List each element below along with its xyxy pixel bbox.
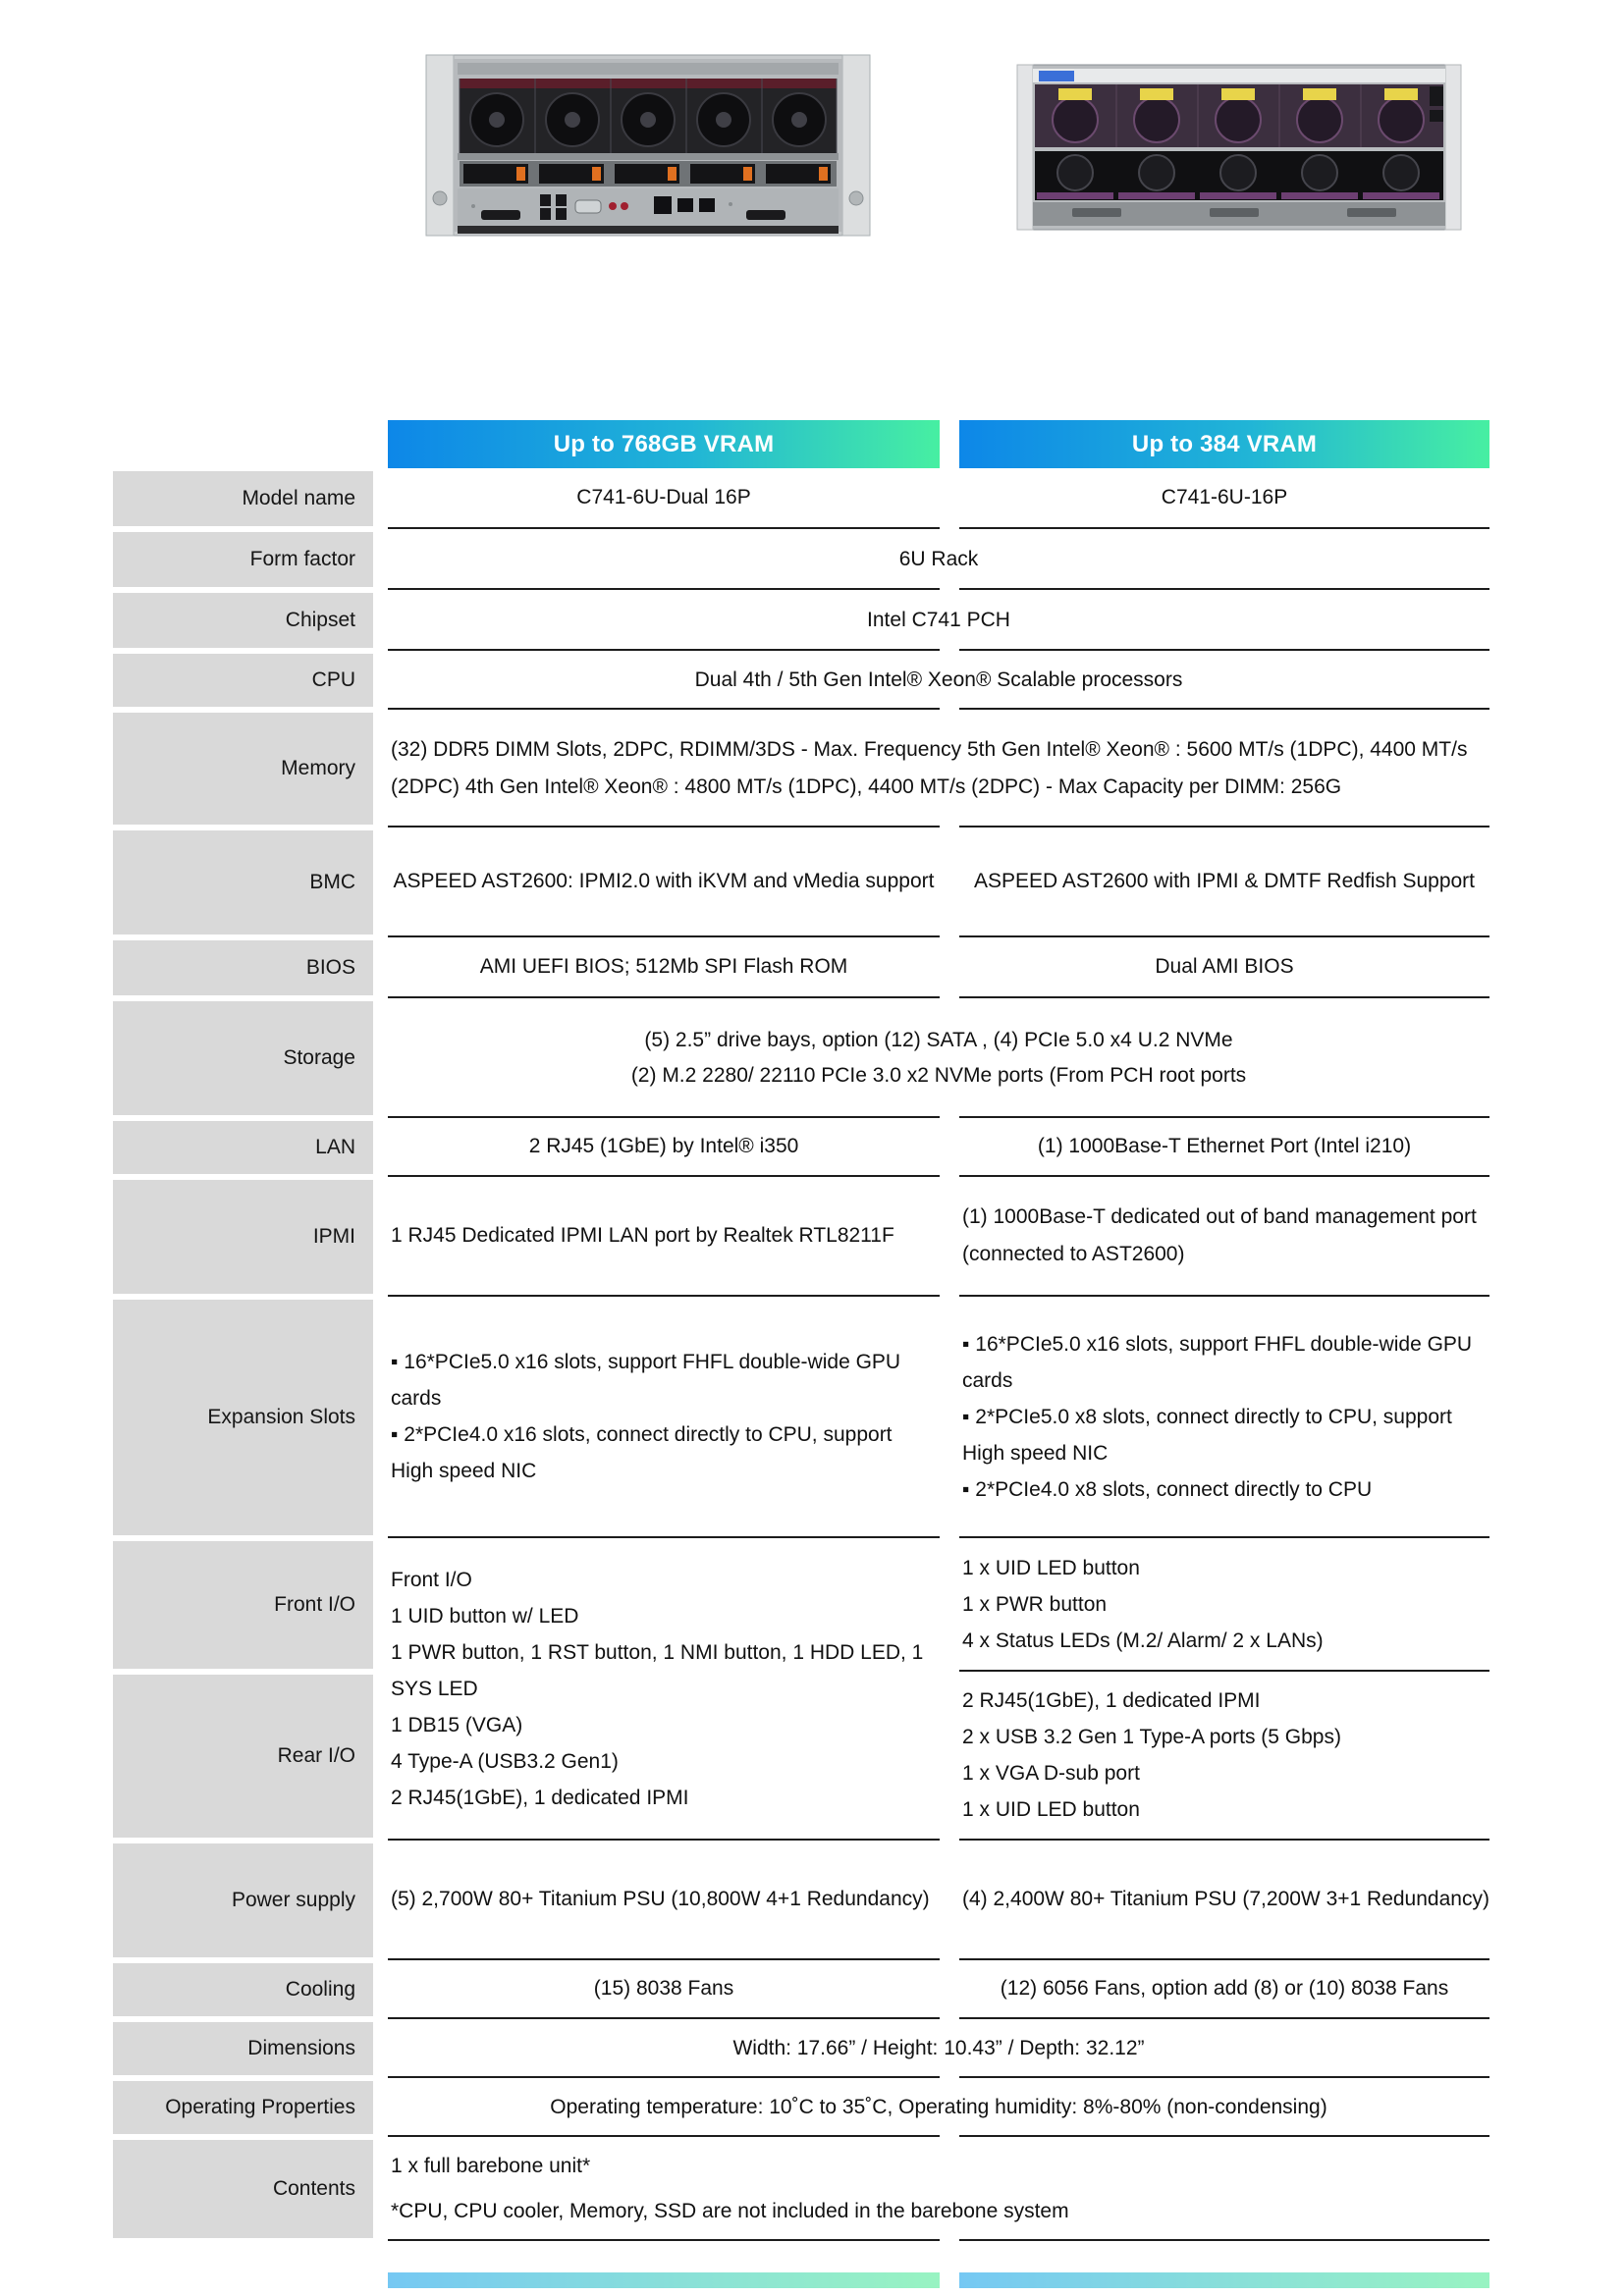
memory-value xyxy=(388,710,1489,828)
spec-line: ▪ 2*PCIe4.0 x16 slots, connect directly to CPU, support High speed NIC xyxy=(391,1423,893,1482)
spec-line: 1 x full barebone unit* xyxy=(391,2155,591,2177)
storage-value xyxy=(388,998,1489,1118)
spec-row-operating-properties xyxy=(113,2078,1489,2137)
server-rear-photo xyxy=(1013,63,1465,248)
spec-line: 1 x VGA D-sub port xyxy=(962,1762,1140,1785)
spec-row-dimensions xyxy=(113,2019,1489,2078)
banner-segment-right xyxy=(959,2272,1489,2288)
expansion-col1 xyxy=(388,1297,940,1538)
spec-table xyxy=(113,420,1489,2288)
dimensions-value: Width: 17.66” / Height: 10.43” / Depth: 32.12” xyxy=(388,2019,1489,2078)
spec-row-lan xyxy=(113,1118,1489,1177)
row-label: IPMI xyxy=(113,1180,373,1294)
spec-line: ▪ 16*PCIe5.0 x16 slots, support FHFL double-wide GPU cards xyxy=(391,1351,901,1410)
spec-row-bmc xyxy=(113,828,1489,937)
spec-row-form-factor xyxy=(113,529,1489,590)
row-label: CPU xyxy=(113,654,373,707)
row-label: Power supply xyxy=(113,1843,373,1957)
spec-row-storage xyxy=(113,998,1489,1118)
front-rear-col1 xyxy=(388,1538,940,1841)
spec-line: 4 x Status LEDs (M.2/ Alarm/ 2 x LANs) xyxy=(962,1629,1324,1652)
ipmi-col2 xyxy=(959,1177,1489,1297)
spec-line: 4 Type-A (USB3.2 Gen1) xyxy=(391,1749,619,1773)
front-io-col2-lines xyxy=(962,1550,1324,1659)
power-col1 xyxy=(388,1841,940,1960)
vram-badge-left: Up to 768GB VRAM xyxy=(388,420,940,468)
banner-segment-left xyxy=(388,2272,940,2288)
cooling-col2: (12) 6056 Fans, option add (8) or (10) 8038 Fans xyxy=(959,1960,1489,2019)
row-label: Storage xyxy=(113,1001,373,1115)
row-label-rear-io: Rear I/O xyxy=(113,1675,373,1838)
ipmi-col2-text: (1) 1000Base-T dedicated out of band management port (connected to AST2600) xyxy=(962,1205,1477,1265)
vram-badges xyxy=(388,420,1489,468)
spec-line: 2 x USB 3.2 Gen 1 Type-A ports (5 Gbps) xyxy=(962,1726,1341,1748)
row-label: BIOS xyxy=(113,940,373,995)
spec-line: ▪ 2*PCIe4.0 x8 slots, connect directly to CPU xyxy=(962,1477,1373,1501)
expansion-col1-lines xyxy=(391,1344,940,1489)
spec-line: 2 RJ45(1GbE), 1 dedicated IPMI xyxy=(962,1689,1261,1712)
spec-line: (2) M.2 2280/ 22110 PCIe 3.0 x2 NVMe ports (From PCH root ports xyxy=(630,1064,1247,1087)
spec-line: ▪ 2*PCIe5.0 x8 slots, connect directly to CPU, support High speed NIC xyxy=(962,1405,1452,1465)
contents-lines xyxy=(391,2144,1069,2234)
spec-line: 1 x PWR button xyxy=(962,1592,1108,1616)
row-label: Memory xyxy=(113,713,373,825)
spec-line: 1 x UID LED button xyxy=(962,1798,1140,1821)
spec-row-contents xyxy=(113,2137,1489,2241)
spec-row-model xyxy=(113,468,1489,529)
row-label: Model name xyxy=(113,471,373,526)
power-col2: (4) 2,400W 80+ Titanium PSU (7,200W 3+1 Redundancy) xyxy=(959,1841,1489,1960)
spec-line: 1 PWR button, 1 RST button, 1 NMI button, 1 HDD LED, 1 SYS LED xyxy=(391,1640,924,1700)
contents-value xyxy=(388,2137,1489,2241)
spec-line: Front I/O xyxy=(391,1568,472,1591)
spec-line: 1 DB15 (VGA) xyxy=(391,1713,523,1736)
bios-col2: Dual AMI BIOS xyxy=(959,937,1489,998)
front-io-col2 xyxy=(959,1538,1489,1672)
rear-io-col2 xyxy=(959,1672,1489,1841)
storage-lines xyxy=(631,1023,1246,1094)
expansion-col2-lines xyxy=(962,1326,1489,1508)
row-label: Form factor xyxy=(113,532,373,587)
spec-line: *CPU, CPU cooler, Memory, SSD are not included in the barebone system xyxy=(391,2200,1069,2222)
spec-row-chipset xyxy=(113,590,1489,651)
spec-row-memory xyxy=(113,710,1489,828)
spec-row-bios xyxy=(113,937,1489,998)
product-photos xyxy=(422,51,1465,248)
bmc-col1-text: ASPEED AST2600: IPMI2.0 with iKVM and vMedia support xyxy=(393,870,935,892)
front-rear-col1-lines xyxy=(391,1562,940,1816)
spec-row-expansion xyxy=(113,1297,1489,1538)
spec-row-cpu xyxy=(113,651,1489,710)
row-label: Chipset xyxy=(113,593,373,648)
spec-line: 1 x UID LED button xyxy=(962,1556,1140,1579)
bmc-col1 xyxy=(388,828,940,937)
row-label: Dimensions xyxy=(113,2022,373,2075)
operating-properties-value: Operating temperature: 10˚C to 35˚C, Operating humidity: 8%-80% (non-condensing) xyxy=(388,2078,1489,2137)
lan-col1: 2 RJ45 (1GbE) by Intel® i350 xyxy=(388,1118,940,1177)
cooling-col1: (15) 8038 Fans xyxy=(388,1960,940,2019)
bmc-col2: ASPEED AST2600 with IPMI & DMTF Redfish Support xyxy=(959,828,1489,937)
bios-col1: AMI UEFI BIOS; 512Mb SPI Flash ROM xyxy=(388,937,940,998)
row-label: Cooling xyxy=(113,1963,373,2016)
model-col2: C741-6U-16P xyxy=(959,468,1489,529)
form-factor-value: 6U Rack xyxy=(388,529,1489,590)
lan-col2: (1) 1000Base-T Ethernet Port (Intel i210) xyxy=(959,1118,1489,1177)
spec-line: 1 UID button w/ LED xyxy=(391,1604,579,1628)
power-col1-text: (5) 2,700W 80+ Titanium PSU (10,800W 4+1 Redundancy) xyxy=(391,1888,930,1910)
row-label: BMC xyxy=(113,830,373,934)
row-label: Operating Properties xyxy=(113,2081,373,2134)
spec-row-ipmi xyxy=(113,1177,1489,1297)
server-front-illustration xyxy=(422,51,874,243)
spec-line: (5) 2.5” drive bays, option (12) SATA , (4) PCIe 5.0 x4 U.2 NVMe xyxy=(644,1029,1233,1051)
server-front-photo xyxy=(422,51,874,248)
spec-line: ▪ 16*PCIe5.0 x16 slots, support FHFL double-wide GPU cards xyxy=(962,1332,1473,1392)
server-rear-illustration xyxy=(1013,63,1465,236)
brand-label xyxy=(1039,71,1074,81)
spec-line: 2 RJ45(1GbE), 1 dedicated IPMI xyxy=(391,1786,689,1809)
row-label: Expansion Slots xyxy=(113,1300,373,1535)
model-col1: C741-6U-Dual 16P xyxy=(388,468,940,529)
row-label: Contents xyxy=(113,2140,373,2238)
spec-row-power-supply xyxy=(113,1841,1489,1960)
row-label: LAN xyxy=(113,1121,373,1174)
row-label-front-io: Front I/O xyxy=(113,1541,373,1669)
next-section-banner-cutoff xyxy=(388,2272,1489,2288)
spec-row-front-rear-io xyxy=(113,1538,1489,1841)
ipmi-col1: 1 RJ45 Dedicated IPMI LAN port by Realtek RTL8211F xyxy=(388,1177,940,1297)
cpu-value: Dual 4th / 5th Gen Intel® Xeon® Scalable processors xyxy=(388,651,1489,710)
vram-badge-right: Up to 384 VRAM xyxy=(959,420,1489,468)
chipset-value: Intel C741 PCH xyxy=(388,590,1489,651)
spec-row-cooling xyxy=(113,1960,1489,2019)
rear-io-col2-lines xyxy=(962,1682,1341,1828)
expansion-col2 xyxy=(959,1297,1489,1538)
memory-text: (32) DDR5 DIMM Slots, 2DPC, RDIMM/3DS - Max. Frequency 5th Gen Intel® Xeon® : 5600 MT/s (1DPC), 4400 MT/s (2DPC) 4th Gen Intel® Xeon® : 4800 MT/s (1DPC), 4400 MT/s (2DPC) - Max Capacity per DIMM: 256G xyxy=(391,738,1468,798)
